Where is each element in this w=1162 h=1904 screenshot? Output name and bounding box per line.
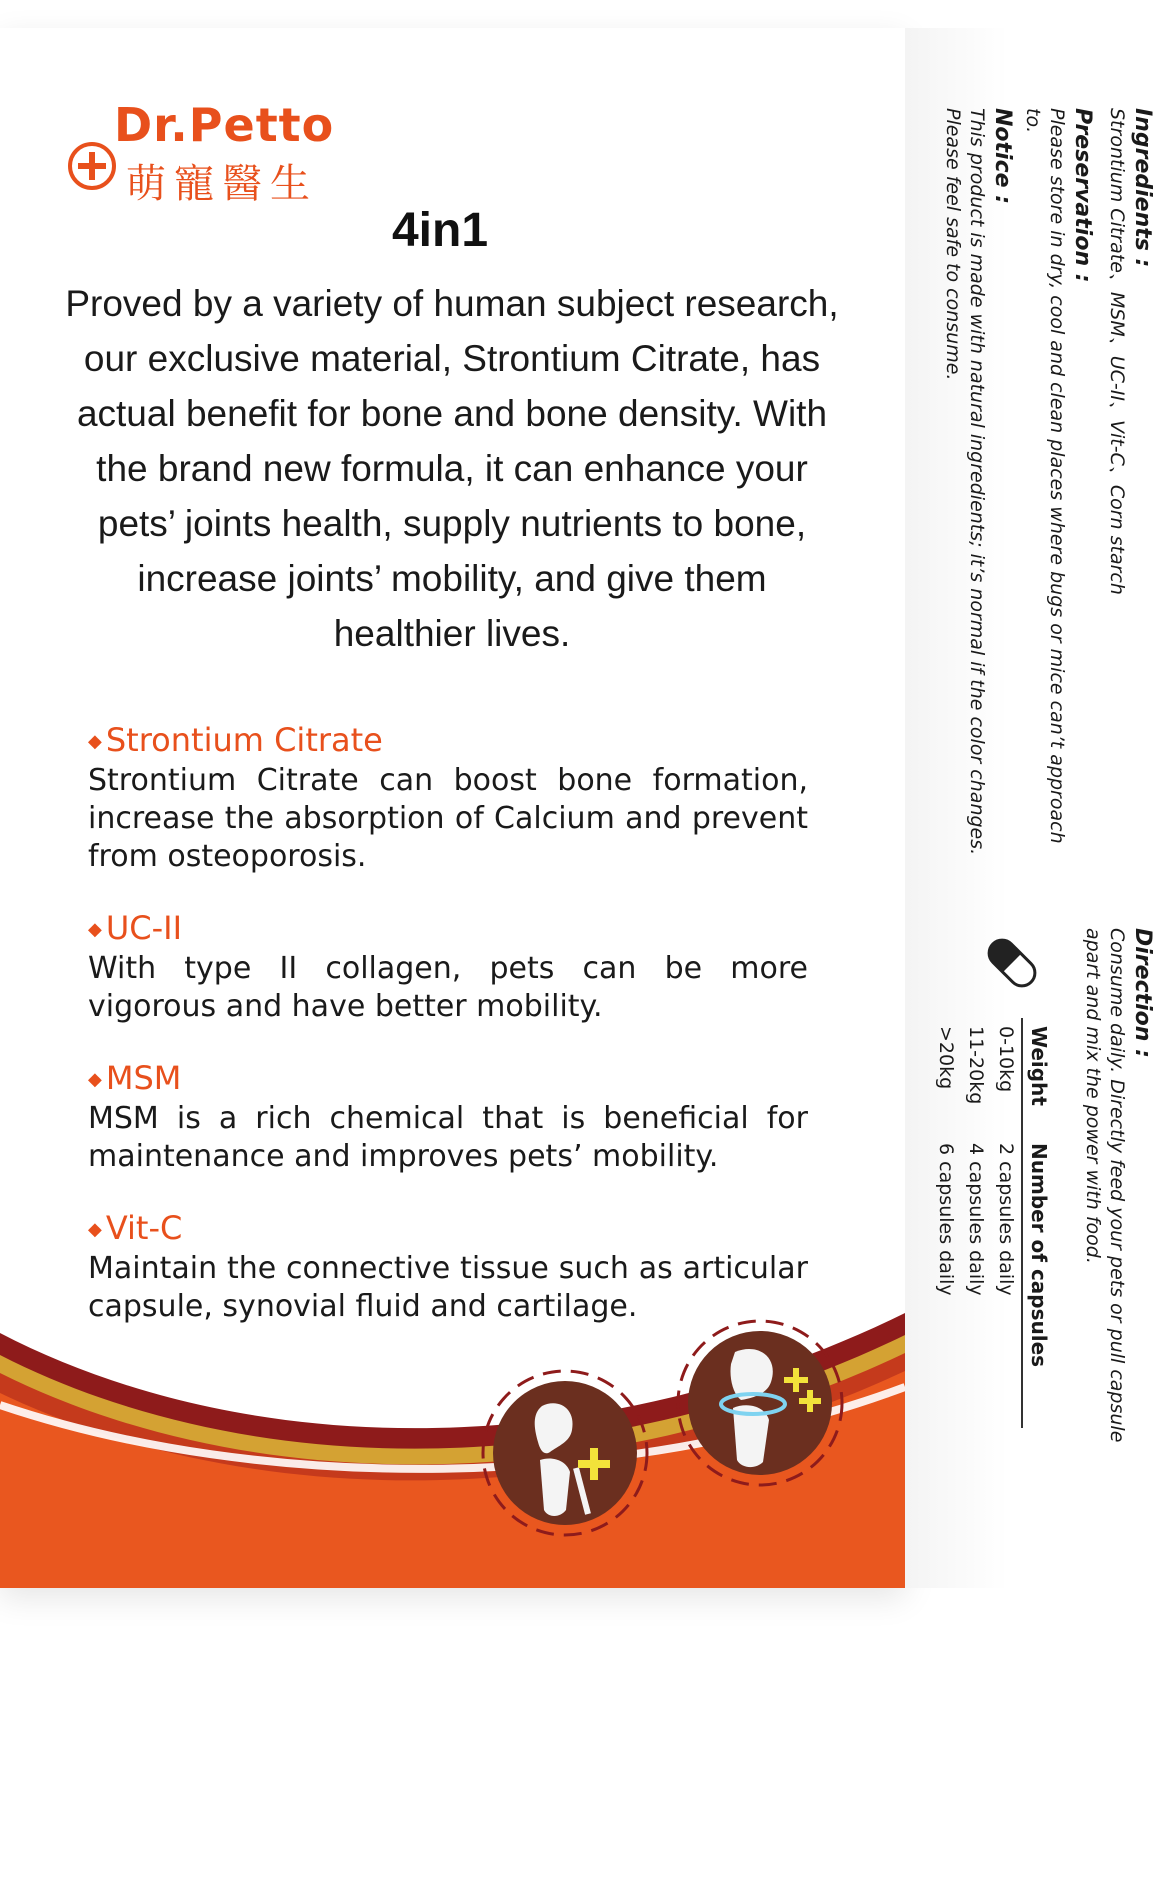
notice-label: Notice :: [990, 108, 1015, 205]
brand-logo: [66, 98, 356, 218]
benefit-title: Vit-C: [105, 1209, 183, 1247]
direction-label: Direction :: [1130, 928, 1155, 1058]
benefit-body: Maintain the connective tissue such as articular capsule, synovial fluid and cartilage.: [88, 1251, 808, 1324]
ingredients-block: [1105, 108, 1155, 868]
weight-cell: 11-20kg: [965, 1026, 987, 1105]
benefit-strontium: [88, 720, 808, 876]
benefit-body: MSM is a rich chemical that is beneficial for maintenance and improves pets’ mobility.: [88, 1101, 808, 1174]
dosage-table: [931, 1018, 1055, 1428]
bullet-diamond-icon: ◆: [88, 731, 102, 752]
brand-name-en: Dr.Petto: [114, 98, 335, 152]
preservation-block: [1021, 108, 1095, 868]
box-front-face: [0, 28, 905, 1588]
preservation-text: Please store in dry, cool and clean places where bugs or mice can’t approach to.: [1022, 108, 1068, 844]
intro-paragraph: Proved by a variety of human subject research, our exclusive material, Strontium Citrate, has actual benefit for bone and bone density. With the brand new formula, it can enhance your pets’ joints health, supply nutrients to bone, increase joints’ mobility, and give them healthier lives.: [65, 283, 839, 654]
bullet-diamond-icon: ◆: [88, 1069, 102, 1090]
benefit-body: With type II collagen, pets can be more vigorous and have better mobility.: [88, 951, 808, 1024]
table-row: [991, 1018, 1022, 1428]
product-headline: 4in1: [391, 204, 489, 257]
benefit-body: Strontium Citrate can boost bone formation, increase the absorption of Calcium and prevent from osteoporosis.: [88, 763, 808, 874]
capsules-cell: 4 capsules daily: [965, 1143, 987, 1296]
brand-name-zh: 萌寵醫生: [126, 161, 318, 207]
table-row: [961, 1018, 991, 1428]
ingredients-text: Strontium Citrate、MSM、UC-II、Vit-C、Corn starch: [1106, 108, 1128, 595]
direction-block: [1081, 928, 1155, 1488]
direction-text: Consume daily. Directly feed your pets or pull capsule apart and mix the power with food.: [1082, 928, 1128, 1443]
bullet-diamond-icon: ◆: [88, 919, 102, 940]
knee-joint-glow-icon: [675, 1318, 845, 1488]
capsules-cell: 2 capsules daily: [995, 1143, 1017, 1296]
benefit-uc2: [88, 908, 808, 1026]
benefit-title: UC-II: [105, 909, 183, 947]
knee-joint-icon: [480, 1368, 650, 1538]
preservation-label: Preservation :: [1070, 108, 1095, 283]
weight-cell: 0-10kg: [995, 1026, 1017, 1093]
benefit-title: Strontium Citrate: [105, 721, 383, 759]
column-header: Number of capsules: [1022, 1135, 1055, 1428]
capsules-cell: 6 capsules daily: [935, 1143, 957, 1296]
table-row: [931, 1018, 961, 1428]
plus-circle-logo-icon: [66, 140, 118, 192]
benefit-msm: [88, 1058, 808, 1176]
notice-text: This product is made with natural ingredients; it’s normal if the color changes. Please feel safe to consume.: [942, 108, 988, 856]
bullet-diamond-icon: ◆: [88, 1219, 102, 1240]
box-side-face: [905, 28, 1162, 1588]
ingredients-label: Ingredients :: [1130, 108, 1155, 268]
weight-cell: >20kg: [935, 1026, 957, 1090]
capsule-icon: [977, 928, 1047, 998]
column-header: Weight: [1022, 1018, 1055, 1135]
notice-block: [941, 108, 1015, 868]
benefit-title: MSM: [105, 1059, 182, 1097]
table-header-row: [1022, 1018, 1055, 1428]
